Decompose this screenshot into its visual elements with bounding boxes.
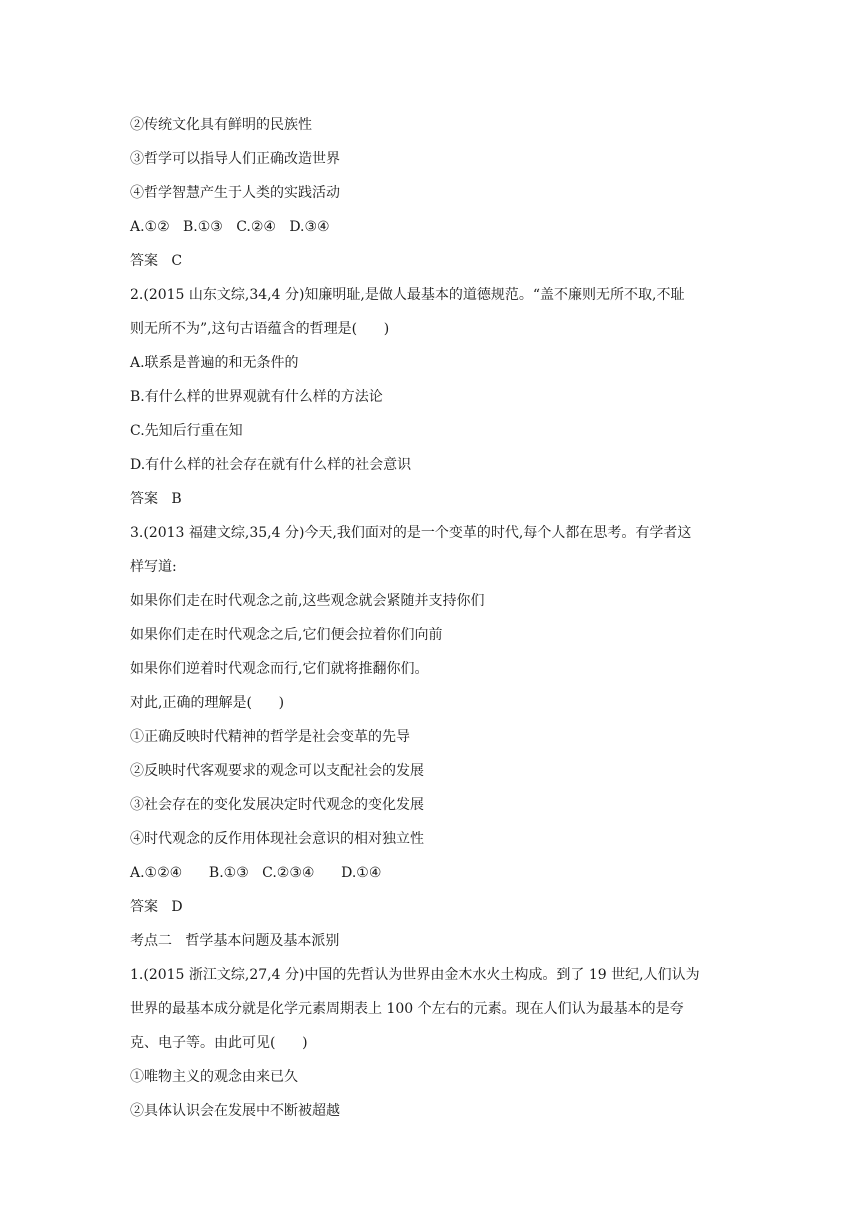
- option-line: C.先知后行重在知: [130, 423, 243, 439]
- choices-line: A.①②④ B.①③ C.②③④ D.①④: [130, 865, 382, 881]
- option-line: D.有什么样的社会存在就有什么样的社会意识: [130, 457, 412, 473]
- answer-line: 答案 D: [130, 899, 183, 915]
- quote-line: 如果你们逆着时代观念而行,它们就将推翻你们。: [130, 661, 429, 677]
- option-line: ②传统文化具有鲜明的民族性: [130, 117, 312, 133]
- option-line: B.有什么样的世界观就有什么样的方法论: [130, 389, 383, 405]
- answer-line: 答案 B: [130, 491, 182, 507]
- question-line: 对此,正确的理解是( ): [130, 695, 285, 711]
- option-line: ②反映时代客观要求的观念可以支配社会的发展: [130, 763, 424, 779]
- option-line: ④哲学智慧产生于人类的实践活动: [130, 185, 340, 201]
- option-line: ④时代观念的反作用体现社会意识的相对独立性: [130, 831, 424, 847]
- question-line: 则无所不为”,这句古语蕴含的哲理是( ): [130, 321, 390, 337]
- question-line: 1.(2015 浙江文综,27,4 分)中国的先哲认为世界由金木水火土构成。到了 19 世纪,人们认为: [130, 967, 700, 983]
- question-line: 样写道:: [130, 559, 177, 575]
- answer-line: 答案 C: [130, 253, 183, 269]
- question-line: 2.(2015 山东文综,34,4 分)知廉明耻,是做人最基本的道德规范。“盖不廉则无所不取,不耻: [130, 287, 685, 303]
- section-heading: 考点二 哲学基本问题及基本派别: [130, 933, 340, 949]
- question-line: 世界的最基本成分就是化学元素周期表上 100 个左右的元素。现在人们认为最基本的是夸: [130, 1001, 684, 1017]
- option-line: ①唯物主义的观念由来已久: [130, 1069, 298, 1085]
- option-line: ③哲学可以指导人们正确改造世界: [130, 151, 340, 167]
- quote-line: 如果你们走在时代观念之后,它们便会拉着你们向前: [130, 627, 443, 643]
- question-line: 3.(2013 福建文综,35,4 分)今天,我们面对的是一个变革的时代,每个人都在思考。有学者这: [130, 525, 692, 541]
- option-line: ②具体认识会在发展中不断被超越: [130, 1103, 340, 1119]
- document-body: [130, 108, 730, 1128]
- option-line: A.联系是普遍的和无条件的: [130, 355, 299, 371]
- quote-line: 如果你们走在时代观念之前,这些观念就会紧随并支持你们: [130, 593, 485, 609]
- option-line: ①正确反映时代精神的哲学是社会变革的先导: [130, 729, 410, 745]
- option-line: ③社会存在的变化发展决定时代观念的变化发展: [130, 797, 424, 813]
- choices-line: A.①② B.①③ C.②④ D.③④: [130, 219, 330, 235]
- question-line: 克、电子等。由此可见( ): [130, 1035, 308, 1051]
